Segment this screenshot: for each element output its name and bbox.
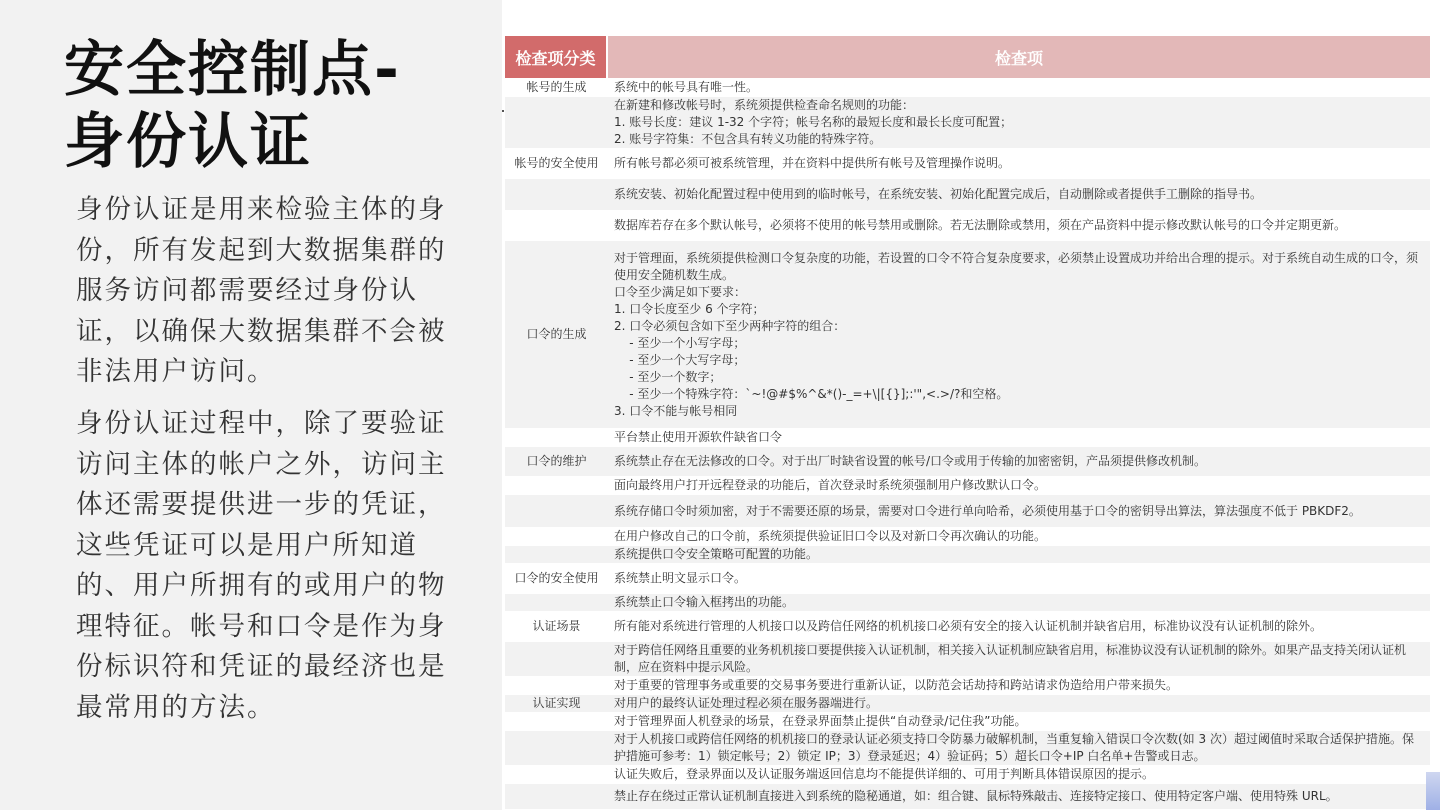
table-body (505, 78, 1430, 809)
row-item: 系统禁止明文显示口令。 (608, 563, 1430, 593)
table-row (505, 428, 1430, 446)
row-item: 所有能对系统进行管理的人机接口以及跨信任网络的机机接口必须有安全的接入认证机制并缺省启用，标准协议没有认证机制的除外。 (608, 611, 1430, 641)
row-item: 对于管理面，系统须提供检测口令复杂度的功能，若设置的口令不符合复杂度要求，必须禁止设置成功并给出合理的提示。对于系统自动生成的口令，须使用安全随机数生成。 口令至少满足如下要求： 1. 口令长度至少 6 个字符； 2. 口令必须包含如下至少两种字符的组合： - 至少一个小写字母； - 至少一个大写字母； - 至少一个数字； - 至少一个特殊字符：`~!@#$%^&*()-_=+\|[{}];:'",<.>/?和空格。 3. 口令不能与帐号相同 (608, 240, 1430, 428)
table-row (505, 446, 1430, 476)
intro-paragraph: 身份认证是用来检验主体的身份，所有发起到大数据集群的服务访问都需要经过身份认证，以确保大数据集群不会被非法用户访问。 (76, 194, 447, 387)
row-item: 禁止存在绕过正常认证机制直接进入到系统的隐秘通道，如：组合键、鼠标特殊敲击、连接特定接口、使用特定客户端、使用特殊 URL。 (608, 783, 1430, 809)
row-item: 系统禁止口令输入框拷出的功能。 (608, 593, 1430, 611)
row-item: 数据库若存在多个默认帐号，必须将不使用的帐号禁用或删除。若无法删除或禁用，须在产品资料中提示修改默认帐号的口令并定期更新。 (608, 210, 1430, 240)
row-item: 系统提供口令安全策略可配置的功能。 (608, 545, 1430, 563)
row-category (505, 476, 608, 494)
row-item: 对于人机接口或跨信任网络的机机接口的登录认证必须支持口令防暴力破解机制，当重复输入错误口令次数(如 3 次）超过阈值时采取合适保护措施。保护措施可参考：1）锁定帐号；2）锁定 IP；3）登录延迟；4）验证码；5）超长口令+IP 白名单+告警或日志。 (608, 730, 1430, 765)
table-row (505, 730, 1430, 765)
table-row (505, 494, 1430, 527)
table-row (505, 765, 1430, 783)
row-item: 对于跨信任网络且重要的业务机机接口要提供接入认证机制，相关接入认证机制应缺省启用，标准协议没有认证机制的除外。如果产品支持关闭认证机制，应在资料中提示风险。 (608, 641, 1430, 676)
slide-title-line1: 安全控制点- (64, 35, 401, 105)
row-category (505, 593, 608, 611)
table-row (505, 593, 1430, 611)
row-category (505, 545, 608, 563)
table-row (505, 694, 1430, 712)
row-item: 在新建和修改帐号时，系统须提供检查命名规则的功能： 1. 账号长度：建议 1-32 个字符；帐号名称的最短长度和最长长度可配置； 2. 账号字符集：不包含具有转义功能的特殊字符。 (608, 96, 1430, 148)
row-category (505, 178, 608, 210)
table-row (505, 476, 1430, 494)
row-category (505, 428, 608, 446)
row-item: 系统禁止存在无法修改的口令。对于出厂时缺省设置的帐号/口令或用于传输的加密密钥，产品须提供修改机制。 (608, 446, 1430, 476)
slide-title-line2: 身份认证 (64, 107, 312, 177)
scroll-indicator[interactable] (1426, 772, 1440, 810)
table-row (505, 148, 1430, 178)
row-category (505, 96, 608, 148)
slide-title (64, 34, 494, 178)
table-row (505, 527, 1430, 545)
row-category (505, 210, 608, 240)
row-category (505, 494, 608, 527)
row-category: 帐号的生成 (505, 78, 608, 96)
row-category (505, 641, 608, 676)
row-category (505, 730, 608, 765)
left-panel (0, 0, 502, 810)
checklist-table (505, 36, 1430, 809)
detail-paragraph: 身份认证过程中，除了要验证访问主体的帐户之外，访问主体还需要提供进一步的凭证，这些凭证可以是用户所知道的、用户所拥有的或用户的物理特征。帐号和口令是作为身份标识符和凭证的最经济也是最常用的方法。 (76, 408, 447, 723)
table-row (505, 210, 1430, 240)
row-category (505, 527, 608, 545)
row-item: 对用户的最终认证处理过程必须在服务器端进行。 (608, 694, 1430, 712)
table-row (505, 641, 1430, 676)
table-row (505, 676, 1430, 694)
row-item: 对于管理界面人机登录的场景，在登录界面禁止提供“自动登录/记住我”功能。 (608, 712, 1430, 730)
header-category: 检查项分类 (505, 36, 608, 78)
row-item: 所有帐号都必须可被系统管理，并在资料中提供所有帐号及管理操作说明。 (608, 148, 1430, 178)
table-row (505, 96, 1430, 148)
row-category: 帐号的安全使用 (505, 148, 608, 178)
row-item: 系统中的帐号具有唯一性。 (608, 78, 1430, 96)
table-row (505, 545, 1430, 563)
table-row (505, 783, 1430, 809)
table-row (505, 178, 1430, 210)
row-category: 口令的安全使用 (505, 563, 608, 593)
row-item: 系统存储口令时须加密，对于不需要还原的场景，需要对口令进行单向哈希，必须使用基于口令的密钥导出算法，算法强度不低于 PBKDF2。 (608, 494, 1430, 527)
row-category: 认证场景 (505, 611, 608, 641)
header-item: 检查项 (608, 36, 1430, 78)
row-category (505, 783, 608, 809)
row-item: 面向最终用户打开远程登录的功能后，首次登录时系统须强制用户修改默认口令。 (608, 476, 1430, 494)
row-item: 系统安装、初始化配置过程中使用到的临时帐号，在系统安装、初始化配置完成后，自动删除或者提供手工删除的指导书。 (608, 178, 1430, 210)
table-header-row (505, 36, 1430, 78)
table-row (505, 563, 1430, 593)
row-category (505, 676, 608, 694)
row-item: 对于重要的管理事务或重要的交易事务要进行重新认证，以防范会话劫持和跨站请求伪造给用户带来损失。 (608, 676, 1430, 694)
row-category (505, 765, 608, 783)
table-row (505, 712, 1430, 730)
row-category: 口令的生成 (505, 240, 608, 428)
table-row (505, 78, 1430, 96)
row-category: 认证实现 (505, 694, 608, 712)
table-row (505, 240, 1430, 428)
row-category: 口令的维护 (505, 446, 608, 476)
row-category (505, 712, 608, 730)
row-item: 平台禁止使用开源软件缺省口令 (608, 428, 1430, 446)
divider-mark (502, 110, 504, 112)
row-item: 在用户修改自己的口令前，系统须提供验证旧口令以及对新口令再次确认的功能。 (608, 527, 1430, 545)
table-row (505, 611, 1430, 641)
checklist-table-container[interactable] (505, 36, 1430, 810)
row-item: 认证失败后，登录界面以及认证服务端返回信息均不能提供详细的、可用于判断具体错误原因的提示。 (608, 765, 1430, 783)
